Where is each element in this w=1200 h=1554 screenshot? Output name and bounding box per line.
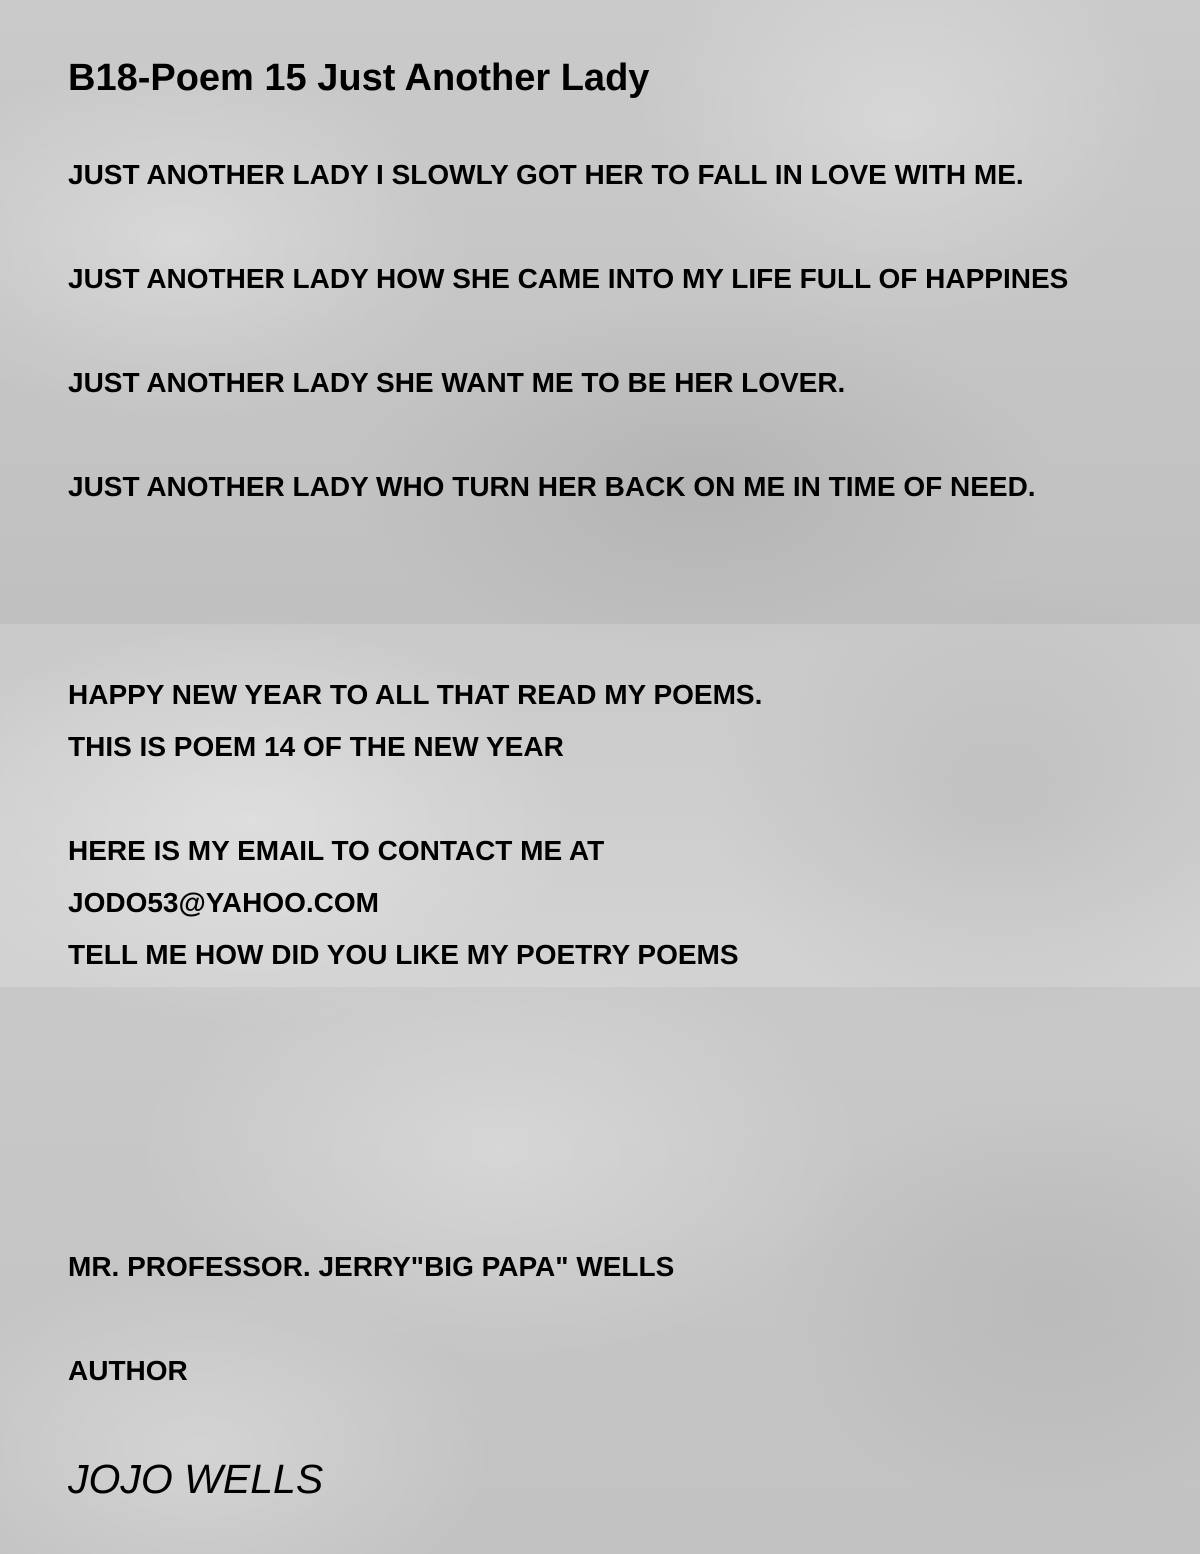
poem-line: JUST ANOTHER LADY I SLOWLY GOT HER TO FALL IN LOVE WITH ME. bbox=[68, 159, 1024, 190]
author-full-name: MR. PROFESSOR. JERRY"BIG PAPA" WELLS bbox=[68, 1251, 675, 1282]
poem-line: JUST ANOTHER LADY SHE WANT ME TO BE HER LOVER. bbox=[68, 367, 846, 398]
poem-line: JUST ANOTHER LADY WHO TURN HER BACK ON ME IN TIME OF NEED. bbox=[68, 471, 1036, 502]
poem-page bbox=[68, 0, 1200, 1554]
email-address: JODO53@YAHOO.COM bbox=[68, 887, 380, 918]
note-line: HERE IS MY EMAIL TO CONTACT ME AT bbox=[68, 835, 605, 866]
author-signature: JOJO WELLS bbox=[68, 1456, 324, 1502]
author-role: AUTHOR bbox=[68, 1355, 188, 1386]
poem-line: JUST ANOTHER LADY HOW SHE CAME INTO MY LIFE FULL OF HAPPINES bbox=[68, 263, 1069, 294]
note-line: TELL ME HOW DID YOU LIKE MY POETRY POEMS bbox=[68, 939, 739, 970]
poem-title: B18-Poem 15 Just Another Lady bbox=[68, 57, 650, 99]
note-line: HAPPY NEW YEAR TO ALL THAT READ MY POEMS. bbox=[68, 679, 763, 710]
note-line: THIS IS POEM 14 OF THE NEW YEAR bbox=[68, 731, 564, 762]
